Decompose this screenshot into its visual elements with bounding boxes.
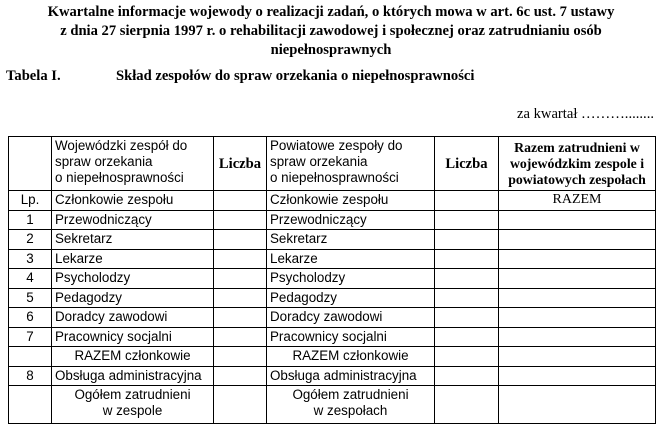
table-row <box>9 249 656 269</box>
table-row-subtotal <box>9 347 656 367</box>
quarter-field: za kwartał ………........ <box>517 106 654 122</box>
cell-liczba-2[interactable] <box>435 191 499 211</box>
row-lp: 7 <box>9 327 52 347</box>
table-row-total <box>9 386 656 424</box>
row-lp: 5 <box>9 288 52 308</box>
table-row <box>9 288 656 308</box>
row-woj: Doradcy zawodowi <box>52 308 214 328</box>
cell-liczba-1[interactable] <box>214 191 267 211</box>
row-woj: RAZEM członkowie <box>52 347 214 367</box>
cell-liczba-1[interactable] <box>214 308 267 328</box>
row-lp: 3 <box>9 249 52 269</box>
cell-razem[interactable] <box>499 347 656 367</box>
row-pow: Przewodniczący <box>267 210 435 230</box>
title-line-3: niepełnosprawnych <box>270 42 392 58</box>
cell-liczba-1[interactable] <box>214 210 267 230</box>
cell-liczba-1[interactable] <box>214 386 267 424</box>
table-row <box>9 269 656 289</box>
cell-liczba-2[interactable] <box>435 210 499 230</box>
cell-razem[interactable] <box>499 269 656 289</box>
cell-liczba-1[interactable] <box>214 230 267 250</box>
cell-liczba-1[interactable] <box>214 327 267 347</box>
title-line-2: z dnia 27 sierpnia 1997 r. o rehabilitacji zawodowej i społecznej oraz zatrudnianiu osób <box>60 23 602 39</box>
row-lp: 4 <box>9 269 52 289</box>
members-label-pow: Członkowie zespołu <box>267 191 435 211</box>
row-pow: Sekretarz <box>267 230 435 250</box>
table-header-row <box>9 137 656 191</box>
row-lp: 8 <box>9 366 52 386</box>
row-woj: Obsługa administracyjna <box>52 366 214 386</box>
title-line-1: Kwartalne informacje wojewody o realizacji zadań, o których mowa w art. 6c ust. 7 ustawy <box>47 4 615 20</box>
cell-razem[interactable] <box>499 210 656 230</box>
cell-razem[interactable] <box>499 308 656 328</box>
cell-liczba-1[interactable] <box>214 288 267 308</box>
total-woj: Ogółem zatrudnieni w zespole <box>52 386 214 424</box>
row-pow: Pracownicy socjalni <box>267 327 435 347</box>
row-woj: Pracownicy socjalni <box>52 327 214 347</box>
table-caption: Skład zespołów do spraw orzekania o niepełnosprawności <box>116 68 475 84</box>
row-woj: Lekarze <box>52 249 214 269</box>
document-title <box>10 3 652 60</box>
row-pow: Obsługa administracyjna <box>267 366 435 386</box>
row-pow: Psycholodzy <box>267 269 435 289</box>
row-woj: Psycholodzy <box>52 269 214 289</box>
lp-label: Lp. <box>9 191 52 211</box>
row-woj: Sekretarz <box>52 230 214 250</box>
table-heading <box>6 68 656 86</box>
table-row <box>9 327 656 347</box>
row-lp-empty <box>9 386 52 424</box>
cell-liczba-2[interactable] <box>435 386 499 424</box>
cell-liczba-2[interactable] <box>435 288 499 308</box>
razem-label: RAZEM <box>499 191 656 211</box>
cell-razem[interactable] <box>499 366 656 386</box>
total-pow: Ogółem zatrudnieni w zespołach <box>267 386 435 424</box>
table-row <box>9 210 656 230</box>
row-pow: Lekarze <box>267 249 435 269</box>
cell-razem[interactable] <box>499 288 656 308</box>
cell-razem[interactable] <box>499 249 656 269</box>
row-woj: Przewodniczący <box>52 210 214 230</box>
header-lp-empty <box>9 137 52 191</box>
staff-table <box>8 136 656 424</box>
table-row <box>9 308 656 328</box>
row-lp <box>9 347 52 367</box>
table-row <box>9 230 656 250</box>
row-pow: Pedagodzy <box>267 288 435 308</box>
members-label-woj: Członkowie zespołu <box>52 191 214 211</box>
cell-razem[interactable] <box>499 386 656 424</box>
cell-liczba-1[interactable] <box>214 249 267 269</box>
table-subheader-row <box>9 191 656 211</box>
header-woj: Wojewódzki zespół do spraw orzekania o niepełnosprawności <box>52 137 214 191</box>
row-lp: 6 <box>9 308 52 328</box>
row-woj: Pedagodzy <box>52 288 214 308</box>
table-label: Tabela I. <box>6 68 61 84</box>
header-liczba-2: Liczba <box>435 137 499 191</box>
cell-razem[interactable] <box>499 230 656 250</box>
cell-liczba-2[interactable] <box>435 327 499 347</box>
cell-liczba-2[interactable] <box>435 230 499 250</box>
header-razem: Razem zatrudnieni w wojewódzkim zespole i powiatowych zespołach <box>499 137 656 191</box>
row-pow: Doradcy zawodowi <box>267 308 435 328</box>
cell-liczba-1[interactable] <box>214 269 267 289</box>
row-pow: RAZEM członkowie <box>267 347 435 367</box>
cell-liczba-2[interactable] <box>435 269 499 289</box>
header-pow: Powiatowe zespoły do spraw orzekania o niepełnosprawności <box>267 137 435 191</box>
cell-liczba-2[interactable] <box>435 308 499 328</box>
cell-liczba-2[interactable] <box>435 347 499 367</box>
cell-razem[interactable] <box>499 327 656 347</box>
table-row <box>9 366 656 386</box>
header-liczba-1: Liczba <box>214 137 267 191</box>
row-lp: 2 <box>9 230 52 250</box>
cell-liczba-2[interactable] <box>435 249 499 269</box>
row-lp: 1 <box>9 210 52 230</box>
cell-liczba-2[interactable] <box>435 366 499 386</box>
cell-liczba-1[interactable] <box>214 347 267 367</box>
cell-liczba-1[interactable] <box>214 366 267 386</box>
